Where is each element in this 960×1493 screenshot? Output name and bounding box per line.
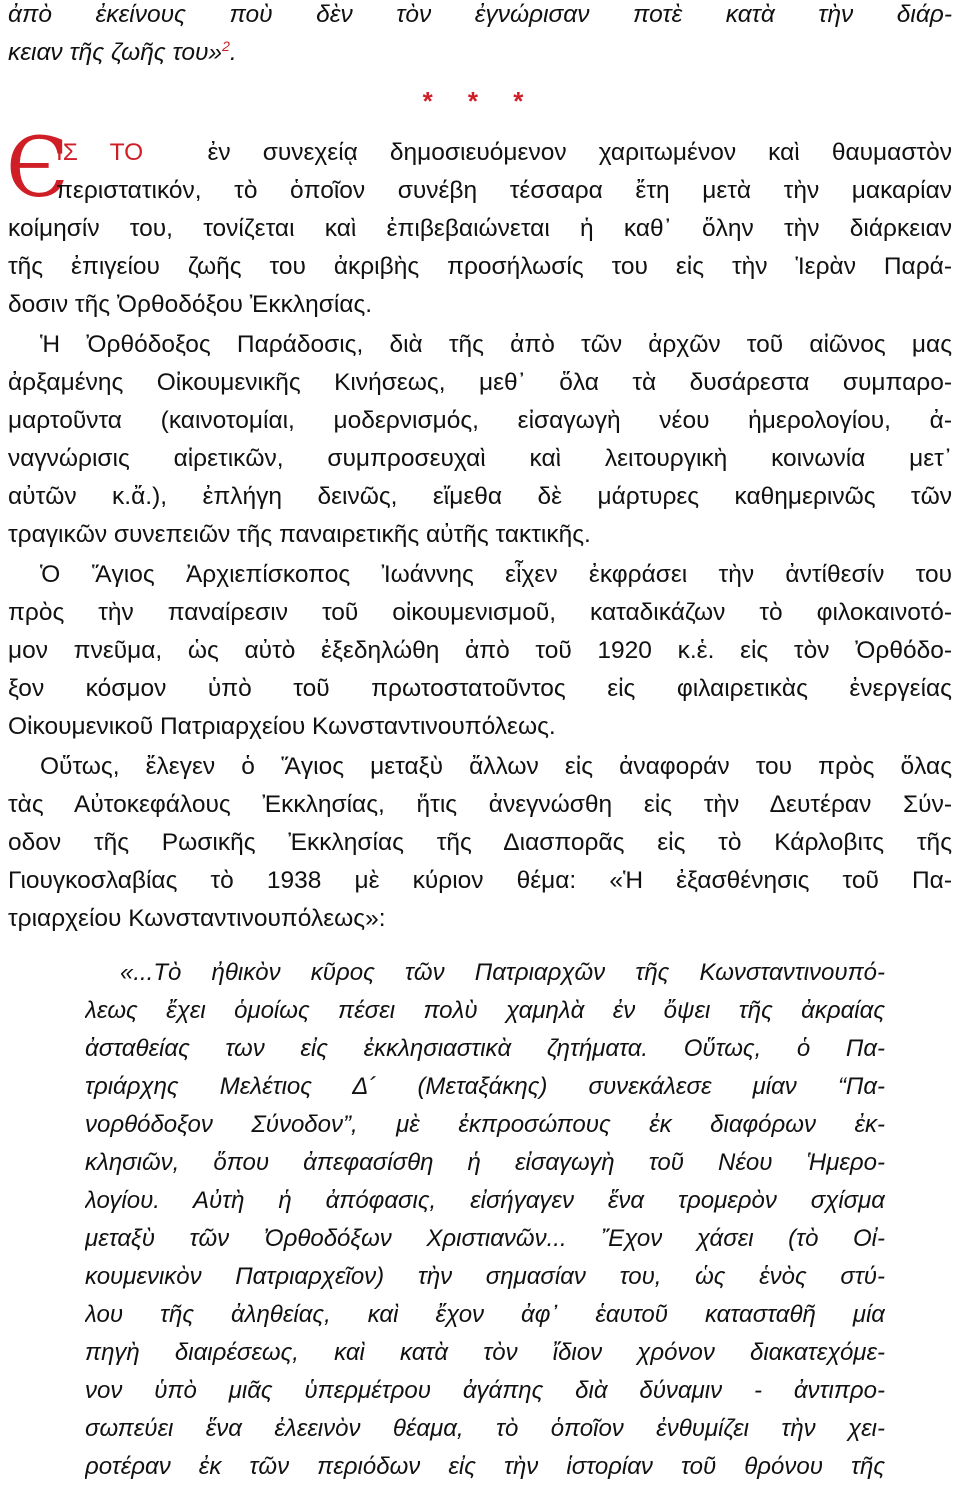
para4-line: τριαρχείου Κωνσταντινουπόλεως»: [8, 905, 386, 932]
quote-line: νον ὑπὸ μιᾶς ὑπερμέτρου ἀγάπης διὰ δύναμιν - ἀντιπρο- [85, 1377, 885, 1404]
quote-line: ροτέραν ἐκ τῶν περιόδων εἰς τὴν ἱστορίαν τοῦ θρόνου τῆς [85, 1453, 885, 1480]
para2-line: Ἡ Ὀρθόδοξος Παράδοσις, διὰ τῆς ἀπὸ τῶν ἀρχῶν τοῦ αἰῶνος μας [40, 331, 952, 358]
quote-line: κλησιῶν, ὅπου ἀπεφασίσθη ἡ εἰσαγωγὴ τοῦ Νέου Ἡμερο- [85, 1149, 885, 1176]
para1-line-text: ἐν συνεχείᾳ δημοσιευόμενον χαριτωμένον καὶ θαυμαστὸν [207, 139, 952, 166]
para4-line: οδον τῆς Ρωσικῆς Ἐκκλησίας τῆς Διασπορᾶς εἰς τὸ Κάρλοβιτς τῆς [8, 829, 952, 856]
quote-line: νορθόδοξον Σύνοδον”, μὲ ἐκπροσώπους ἐκ διαφόρων ἐκ- [85, 1111, 885, 1138]
para1-line: κοίμησίν του, τονίζεται καὶ ἐπιβεβαιώνεται ἡ καθ᾽ ὅλην τὴν διάρκειαν [8, 215, 952, 242]
para2-line: αὐτῶν κ.ἄ.), ἐπλήγη δεινῶς, εἴμεθα δὲ μάρτυρες καθημερινῶς τῶν [8, 483, 952, 510]
para4-line: τὰς Αὐτοκεφάλους Ἐκκλησίας, ἥτις ἀνεγνώσθη εἰς τὴν Δευτέραν Σύν- [8, 791, 952, 818]
section-separator: * * * [422, 86, 538, 116]
para1-line [56, 134, 952, 172]
para3-line: Ὁ Ἅγιος Ἀρχιεπίσκοπος Ἰωάννης εἶχεν ἐκφράσει τὴν ἀντίθεσίν του [40, 561, 952, 588]
para4-line: Οὕτως, ἔλεγεν ὁ Ἅγιος μεταξὺ ἄλλων εἰς ἀναφοράν του πρὸς ὅλας [40, 753, 952, 780]
para2-line: μαρτοῦντα (καινοτομίαι, μοδερνισμός, εἰσαγωγὴ νέου ἡμερολογίου, ἀ- [8, 407, 952, 434]
drop-cap: Є [6, 121, 69, 216]
quote-line: λου τῆς ἀληθείας, καὶ ἔχον ἀφ᾽ ἑαυτοῦ κατασταθῆ μία [85, 1301, 885, 1328]
intro-line [8, 34, 952, 72]
intro-line-text: κειαν τῆς ζωῆς του» [8, 39, 223, 66]
quote-line: κουμενικὸν Πατριαρχεῖον) τὴν σημασίαν του, ὡς ἑνὸς στύ- [85, 1263, 885, 1290]
para1-line: δοσιν τῆς Ὀρθοδόξου Ἐκκλησίας. [8, 291, 373, 318]
quote-line: πηγὴ διαιρέσεως, καὶ κατὰ τὸν ἴδιον χρόνον διακατεχόμε- [85, 1339, 885, 1366]
para3-line: μον πνεῦμα, ὡς αὐτὸ ἐξεδηλώθη ἀπὸ τοῦ 1920 κ.ἑ. εἰς τὸν Ὀρθόδο- [8, 637, 952, 664]
quote-line: μεταξὺ τῶν Ὀρθοδόξων Χριστιανῶν... Ἔχον χάσει (τὸ Οἰ- [85, 1225, 885, 1252]
quote-line: λεως ἔχει ὁμοίως πέσει πολὺ χαμηλὰ ἐν ὄψει τῆς ἀκραίας [85, 997, 885, 1024]
para2-line: ἀρξαμένης Οἰκουμενικῆς Κινήσεως, μεθ᾽ ὅλα τὰ δυσάρεστα συμπαρο- [8, 369, 952, 396]
para3-line: Οἰκουμενικοῦ Πατριαρχείου Κωνσταντινουπόλεως. [8, 713, 556, 740]
footnote-trail: . [229, 39, 237, 66]
para2-line: ναγνώρισις αἱρετικῶν, συμπροσευχαὶ καὶ λειτουργικὴ κοινωνία μετ᾽ [8, 445, 952, 472]
quote-line: λογίου. Αὐτὴ ἡ ἀπόφασις, εἰσήγαγεν ἕνα τρομερὸν σχίσμα [85, 1187, 885, 1214]
footnote-ref[interactable]: 2 [222, 37, 230, 54]
quote-line: σωπεύει ἕνα ἐλεεινὸν θέαμα, τὸ ὁποῖον ἐνθυμίζει τὴν χει- [85, 1415, 885, 1442]
para1-line: τῆς ἐπιγείου ζωῆς του ἀκριβὴς προσήλωσίς του εἰς τὴν Ἱερὰν Παρά- [8, 253, 952, 280]
lead-in: ΙΣ ΤΟ [56, 139, 144, 166]
quote-line: «...Τὸ ἠθικὸν κῦρος τῶν Πατριαρχῶν τῆς Κωνσταντινουπό- [120, 959, 885, 986]
para2-line: τραγικῶν συνεπειῶν τῆς παναιρετικῆς αὐτῆς τακτικῆς. [8, 521, 591, 548]
para3-line: πρὸς τὴν παναίρεσιν τοῦ οἰκουμενισμοῦ, καταδικάζων τὸ φιλοκαινοτό- [8, 599, 952, 626]
quote-line: τριάρχης Μελέτιος Δ´ (Μεταξάκης) συνεκάλεσε μίαν “Πα- [85, 1073, 885, 1100]
para3-line: ξον κόσμον ὑπὸ τοῦ πρωτοστατοῦντος εἰς φιλαιρετικὰς ἐνεργείας [8, 675, 952, 702]
para1-line: περιστατικόν, τὸ ὁποῖον συνέβη τέσσαρα ἔτη μετὰ τὴν μακαρίαν [56, 177, 952, 204]
intro-line: ἀπὸ ἐκείνους ποὺ δὲν τὸν ἐγνώρισαν ποτὲ κατὰ τὴν διάρ- [8, 1, 952, 28]
para4-line: Γιουγκοσλαβίας τὸ 1938 μὲ κύριον θέμα: «Ἡ ἐξασθένησις τοῦ Πα- [8, 867, 952, 894]
quote-line: ἀσταθείας των εἰς ἐκκλησιαστικὰ ζητήματα. Οὕτως, ὁ Πα- [85, 1035, 885, 1062]
